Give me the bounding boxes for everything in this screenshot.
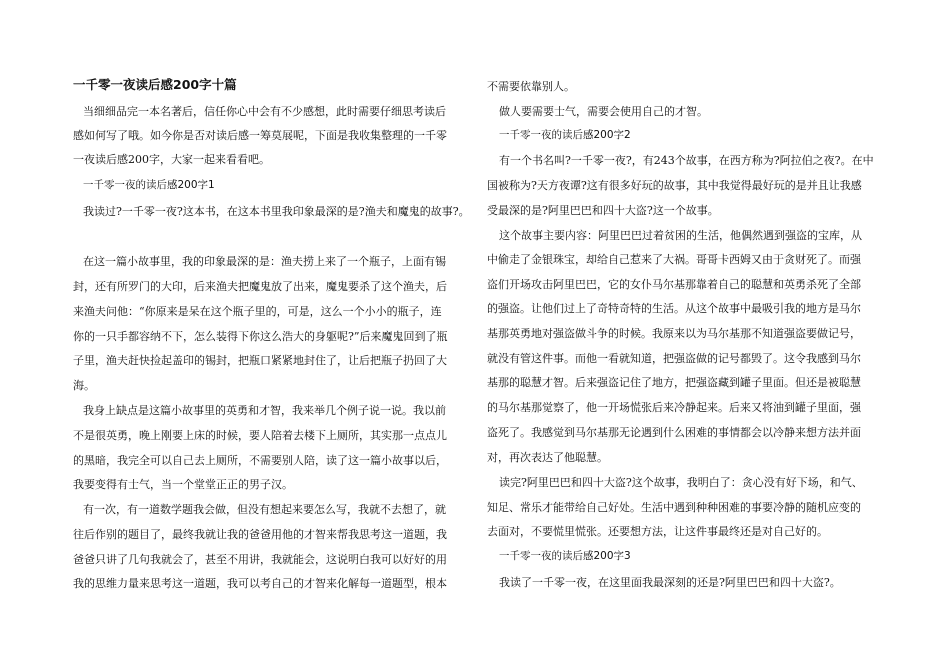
right-paragraph-line-13: 基那的聪慧才智。后来强盗记住了地方，把强盗藏到罐子里面。但还是被聪慧 (487, 376, 861, 389)
left-paragraph-line-18: 爸爸只讲了几句我就会了，甚至不用讲，我就能会，这说明白我可以好好的用 (73, 553, 447, 566)
left-paragraph-line-6: 在这一篇小故事里，我的印象最深的是：渔夫捞上来了一个瓶子，上面有锡 (83, 255, 446, 268)
left-paragraph-line-13: 不是很英勇，晚上刚要上床的时候，要人陪着去楼下上厕所，其实那一点点儿 (73, 429, 447, 442)
left-paragraph-line-12: 我身上缺点是这篇小故事里的英勇和才智，我来举几个例子说一说。我以前 (83, 404, 446, 417)
right-paragraph-line-12: 就没有管这件事。而他一看就知道，把强盗做的记号都毁了。这令我感到马尔 (487, 352, 861, 365)
right-paragraph-line-6: 受最深的是?阿里巴巴和四十大盗?这一个故事。 (487, 204, 719, 217)
right-paragraph-line-10: 的强盗。让他们过上了奇特奇特的生活。从这个故事中最吸引我的地方是马尔 (487, 302, 861, 315)
left-paragraph-line-3: 一夜读后感200字，大家一起来看看吧。 (73, 153, 270, 166)
left-paragraph-line-7: 封，还有所罗门的大印，后来渔夫把魔鬼放了出来，魔鬼要杀了这个渔夫，后 (73, 280, 447, 293)
right-paragraph-line-17: 读完?阿里巴巴和四十大盗?这个故事，我明白了：贪心没有好下场，和气、 (499, 476, 863, 489)
right-paragraph-line-15: 盗死了。我感觉到马尔基那无论遇到什么困难的事情都会以冷静来想方法并面 (487, 426, 861, 439)
left-paragraph-line-19: 我的思维力量来思考这一道题，我可以考自己的才智来化解每一道题型，根本 (73, 577, 447, 590)
right-paragraph-line-4: 有一个书名叫?一千零一夜?，有243个故事，在西方称为?阿拉伯之夜?。在中 (499, 154, 874, 167)
left-paragraph-line-17: 往后作别的题目了，最终我就让我的爸爸用他的才智来帮我思考这一道题，我 (73, 528, 447, 541)
left-paragraph-line-4: 一千零一夜的读后感200字1 (83, 179, 215, 191)
left-paragraph-line-14: 的黑暗，我完全可以自己去上厕所，不需要别人陪，读了这一篇小故事以后， (73, 454, 447, 467)
right-paragraph-line-11: 基那英勇地对强盗做斗争的时候。我原来以为马尔基那不知道强盗要做记号， (487, 327, 861, 340)
left-paragraph-line-1: 当细细品完一本名著后，信任你心中会有不少感想，此时需要仔细思考读后 (83, 105, 446, 118)
right-paragraph-line-9: 盗们开场攻击阿里巴巴，它的女仆马尔基那靠着自己的聪慧和英勇杀死了全部 (487, 278, 861, 291)
right-paragraph-line-14: 的马尔基那觉察了，他一开场慌张后来冷静起来。后来又将油到罐子里面，强 (487, 401, 861, 414)
left-paragraph-line-10: 子里，渔夫赶快捡起盖印的锡封，把瓶口紧紧地封住了，让后把瓶子扔回了大 (73, 354, 447, 367)
right-paragraph-line-7: 这个故事主要内容：阿里巴巴过着贫困的生活，他偶然遇到强盗的宝库，从 (499, 229, 862, 242)
right-paragraph-line-20: 一千零一夜的读后感200字3 (499, 550, 631, 562)
right-paragraph-line-2: 做人要需要士气，需要会使用自己的才智。 (499, 105, 708, 118)
right-paragraph-line-5: 国被称为?天方夜谭?这有很多好玩的故事，其中我觉得最好玩的是并且让我感 (487, 179, 862, 192)
right-paragraph-line-8: 中偷走了金银珠宝，却给自己惹来了大祸。哥哥卡西姆又由于贪财死了。而强 (487, 253, 861, 266)
left-paragraph-line-5: 我读过?一千零一夜?这本书，在这本书里我印象最深的是?渔夫和魔鬼的故事?。 (83, 205, 470, 218)
left-paragraph-line-2: 感如何写了哦。如今你是否对读后感一筹莫展呢，下面是我收集整理的一千零 (73, 129, 447, 142)
right-paragraph-line-16: 对，再次表达了他聪慧。 (487, 451, 608, 464)
left-paragraph-line-9: 你的一只手都容纳不下，怎么装得下你这么浩大的身躯呢?”后来魔鬼回到了瓶 (73, 330, 448, 343)
right-paragraph-line-19: 去面对，不要慌里慌张。还要想方法，让这件事最终还是对自己好的。 (487, 525, 828, 538)
page-title: 一千零一夜读后感200字十篇 (73, 77, 237, 92)
right-paragraph-line-21: 我读了一千零一夜，在这里面我最深刻的还是?阿里巴巴和四十大盗?。 (499, 576, 841, 589)
right-paragraph-line-1: 不需要依靠别人。 (487, 80, 575, 93)
left-paragraph-line-11: 海。 (73, 379, 95, 392)
left-paragraph-line-16: 有一次，有一道数学题我会做，但没有想起来要怎么写，我就不去想了，就 (83, 503, 446, 516)
left-paragraph-line-8: 来渔夫问他：“你原来是呆在这个瓶子里的，可是，这么一个小小的瓶子，连 (73, 305, 442, 318)
right-paragraph-line-3: 一千零一夜的读后感200字2 (499, 129, 631, 141)
right-paragraph-line-18: 知足、常乐才能带给自己好处。生活中遇到种种困难的事要冷静的随机应变的 (487, 501, 861, 514)
left-paragraph-line-15: 我要变得有士气，当一个堂堂正正的男子汉。 (73, 478, 293, 491)
